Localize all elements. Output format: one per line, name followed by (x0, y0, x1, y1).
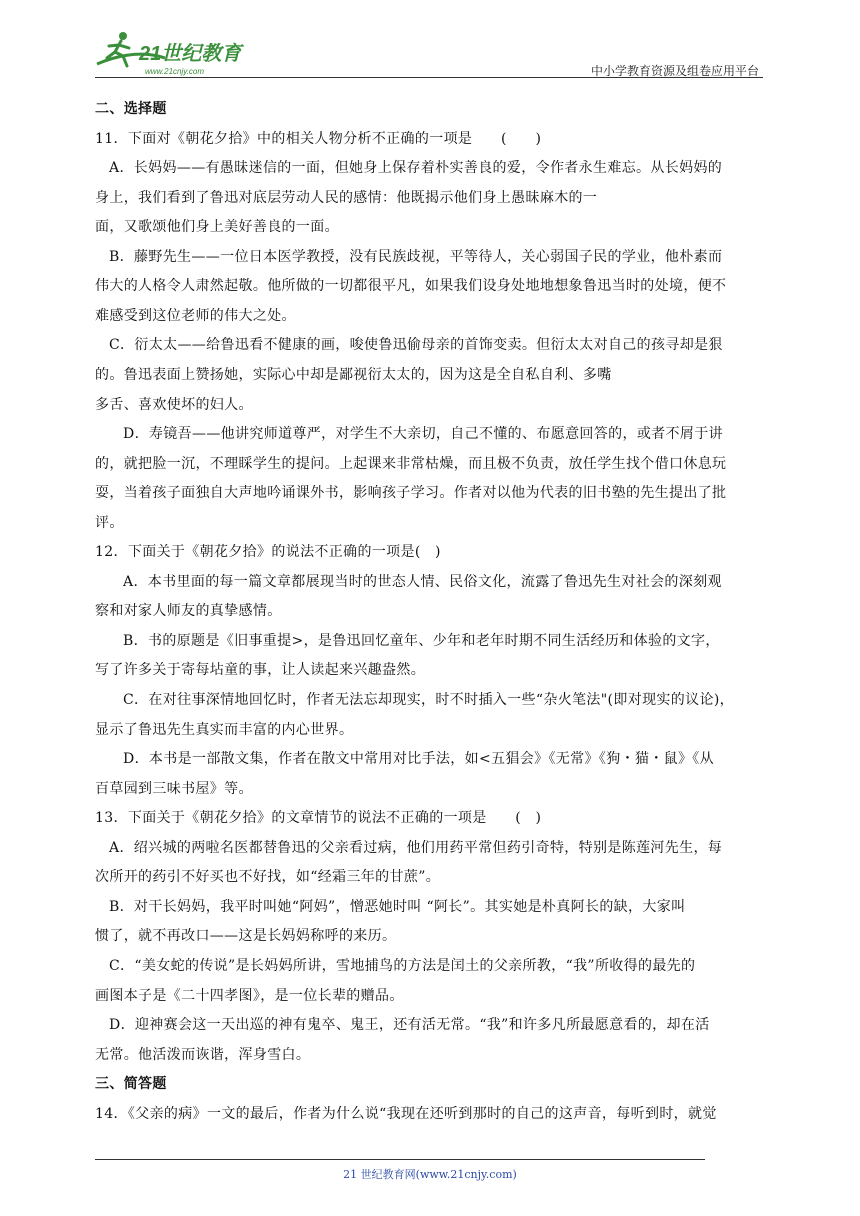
text-line: 百草园到三味书屋》等。 (95, 780, 253, 797)
header-divider (95, 77, 763, 78)
page-header (95, 28, 763, 80)
text-line: C．衍太太——给鲁迅看不健康的画，唆使鲁迅偷母亲的首饰变卖。但衍太太对自己的孩寻却是狠 (109, 337, 723, 354)
text-line: 察和对家人师友的真挚感情。 (95, 603, 282, 620)
text-line: 的。鲁迅表面上赞扬她，实际心中却是鄙视衍太太的，因为这是全自私自利、多嘴 (95, 366, 612, 383)
text-line: C．在对往事深情地回忆时，作者无法忘却现实，时不时插入一些“杂火笔法"(即对现实的议论)， (123, 692, 734, 708)
text-line: B．书的原题是《旧事重提>，是鲁迅回忆童年、少年和老年时期不同生活经历和体验的文字， (123, 632, 720, 649)
text-line: D．寿镜吾——他讲究师道尊严，对学生不大亲切，自己不懂的、布愿意回答的，或者不屑于讲 (123, 426, 723, 443)
logo-url: www.21cnjy.com (145, 67, 204, 76)
text-line: 画图本子是《二十四孝图》，是一位长辈的赠品。 (95, 987, 404, 1004)
text-line: B．对干长妈妈，我平时叫她“阿妈”，憎恶她时叫 “阿长”。其实她是朴真阿长的缺，大家叫 (109, 898, 686, 915)
text-line: 难感受到这位老师的伟大之处。 (95, 307, 296, 324)
text-line: 11．下面对《朝花夕拾》中的相关人物分析不正确的一项是 ( ) (95, 130, 542, 147)
text-line: C．“美女蛇的传说”是长妈妈所讲，雪地捕鸟的方法是闰土的父亲所教，“我”所收得的最先的 (109, 957, 696, 974)
section-heading: 三、简答题 (95, 1076, 167, 1093)
platform-name: 中小学教育资源及组卷应用平台 (590, 64, 759, 78)
footer-divider (95, 1159, 705, 1160)
logo-text: 21世纪教育 (139, 43, 242, 65)
text-line: 写了许多关于寄每坫童的事，让人读起来兴趣盎然。 (95, 662, 426, 679)
text-line: A．本书里面的每一篇文章都展现当时的世态人情、民俗文化，流露了鲁迅先生对社会的深刻观 (123, 573, 722, 590)
text-line: 的，就把脸一沉，不理睬学生的提问。上起课来非常枯燥，而且极不负责，放任学生找个借口休息玩 (95, 455, 727, 472)
page-footer: 21 世纪教育网(www.21cnjy.com) (343, 1168, 517, 1181)
text-line: 耍，当着孩子面独自大声地吟诵课外书，影响孩子学习。作者对以他为代表的旧书塾的先生提出了批 (95, 485, 727, 502)
text-line: 14．《父亲的病》一文的最后，作者为什么说“我现在还听到那时的自己的这声音，每听到时，就觉 (95, 1105, 717, 1122)
text-line: 评。 (95, 514, 124, 531)
text-line: D．迎神赛会这一天出巡的神有鬼卒、鬼王，还有活无常。“我”和许多凡所最愿意看的，却在活 (109, 1017, 710, 1034)
text-line: 显示了鲁迅先生真实而丰富的内心世界。 (95, 721, 354, 738)
text-line: 面，又歌颂他们身上美好善良的一面。 (95, 219, 339, 236)
text-line: B．藤野先生——一位日本医学教授，没有民族歧视，平等待人，关心弱国子民的学业，他朴素而 (109, 248, 723, 265)
text-line: 12．下面关于《朝花夕拾》的说法不正确的一项是( ) (95, 544, 441, 561)
text-line: 伟大的人格令人肃然起敬。他所做的一切都很平凡，如果我们设身处地地想象鲁迅当时的处境，便不 (95, 278, 727, 295)
text-line: 无常。他活泼而诙谐，浑身雪白。 (95, 1046, 311, 1063)
text-line: 惯了，就不再改口——这是长妈妈称呼的来历。 (95, 928, 397, 945)
site-logo (95, 28, 265, 76)
text-line: 身上，我们看到了鲁迅对底层劳动人民的感情：他既揭示他们身上愚昧麻木的一 (95, 189, 598, 206)
text-line: 多舌、喜欢使坏的妇人。 (95, 396, 253, 413)
text-line: 13．下面关于《朝花夕拾》的文章情节的说法不正确的一项是 ( ) (95, 810, 542, 827)
text-line: D．本书是一部散文集，作者在散文中常用对比手法，如<五猖会》《无常》《狗・猫・鼠》《从 (123, 751, 715, 768)
text-line: A．绍兴城的两啦名医都替鲁迅的父亲看过病，他们用药平常但药引奇特，特别是陈莲河先生，每 (109, 839, 723, 856)
section-heading: 二、选择题 (95, 101, 167, 117)
text-line: 次所开的药引不好买也不好找，如“经霜三年的甘蔗”。 (95, 869, 441, 886)
text-line: A．长妈妈——有愚昧迷信的一面，但她身上保存着朴实善良的爱，令作者永生难忘。从长妈妈的 (109, 160, 723, 177)
